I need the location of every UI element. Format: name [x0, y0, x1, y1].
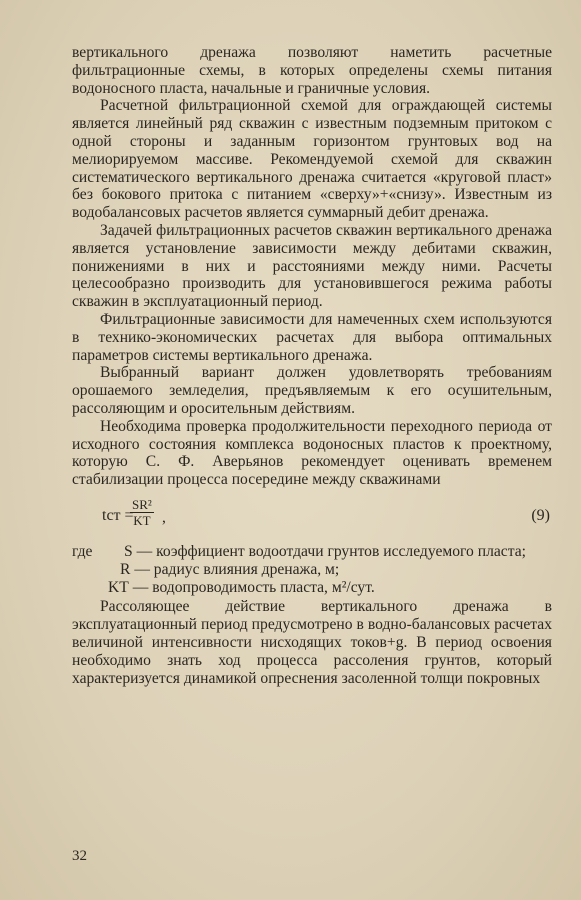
formula-lhs: tст =: [102, 506, 134, 524]
paragraph-6: Необходима проверка продолжительности переходного периода от исходного состояния комплекса водоносных пластов к проектному, которую С. Ф. Аверьянов рекомендует оценивать временем стабилизации процесса посередине между скважинами: [72, 417, 552, 489]
paragraph-4: Фильтрационные зависимости для намеченных схем используются в технико-экономических расчетах для выбора оптимальных параметров системы вертикального дренажа.: [72, 310, 552, 364]
formula-comma: ,: [162, 508, 166, 526]
paragraph-1: вертикального дренажа позволяют наметить расчетные фильтрационные схемы, в которых определены схемы питания водоносного пласта, начальные и граничные условия.: [72, 44, 552, 97]
formula-numerator: SR²: [132, 496, 152, 512]
formula-fraction: [130, 497, 154, 529]
definition-r: [72, 561, 552, 579]
definition-s: [72, 543, 552, 561]
definition-text: — водопроводимость пласта, м²/сут.: [132, 578, 375, 596]
definition-symbol: KT: [108, 578, 129, 596]
definition-text: — радиус влияния дренажа, м;: [134, 560, 340, 578]
definition-lead: где: [72, 542, 93, 560]
page-number: 32: [72, 848, 87, 864]
formula-9: [72, 495, 552, 539]
definition-symbol: R: [120, 560, 131, 578]
paragraph-5: Выбранный вариант должен удовлетворять требованиям орошаемого земледелия, предъявляемым к его осушительным, рассоляющим и оросительным действиям.: [72, 364, 552, 417]
definition-text: — коэффициент водоотдачи грунтов исследуемого пласта;: [136, 542, 526, 560]
equation-number: (9): [531, 506, 550, 524]
formula-denominator: KT: [133, 512, 151, 528]
closing-paragraph: Рассоляющее действие вертикального дренажа в эксплуатационный период предусмотрено в водно-балансовых расчетах величиной интенсивности нисходящих токов+g. В период освоения необходимо знать ход процесса рассоления грунтов, который характеризуется динамикой опреснения засоленной толщи покровных: [72, 598, 552, 687]
paragraph-3: Задачей фильтрационных расчетов скважин вертикального дренажа является установление зависимости между дебитами скважин, понижениями в них и расстояниями между ними. Расчеты целесообразно производить для установившегося режима работы скважин в эксплуатационный период.: [72, 221, 552, 311]
symbol-definitions: [72, 543, 552, 596]
definition-kt: [72, 579, 552, 597]
definition-symbol: S: [124, 542, 133, 560]
paragraph-2: Расчетной фильтрационной схемой для ограждающей системы является линейный ряд скважин с известным подземным притоком с одной стороны и заданным горизонтом грунтовых вод на мелиорируемом массиве. Рекомендуемой схемой для скважин систематического вертикального дренажа считается «круговой пласт» без бокового притока с питанием «сверху»+«снизу». Известным из водобалансовых расчетов является суммарный дебит дренажа.: [72, 97, 552, 222]
body-text: [72, 44, 552, 687]
